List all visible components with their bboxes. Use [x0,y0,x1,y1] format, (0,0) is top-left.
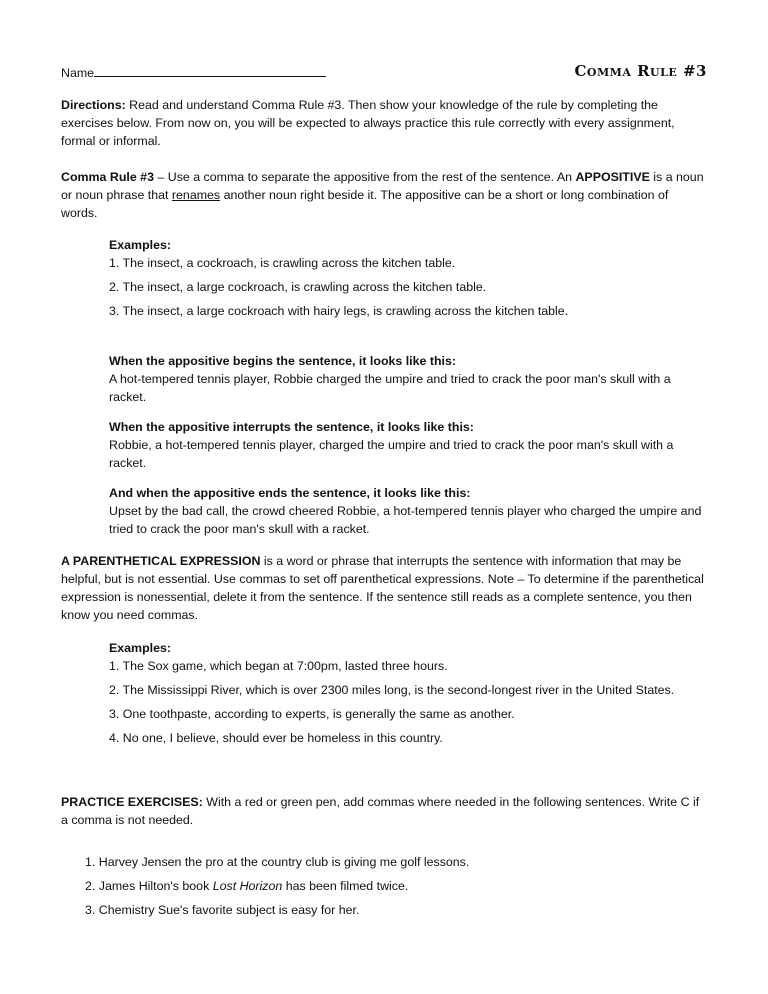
begins-text: A hot-tempered tennis player, Robbie charged the umpire and tried to crack the poor man's skull with a racket. [109,372,671,404]
practice-item-text: has been filmed twice. [282,879,409,893]
appositive-examples [109,236,707,320]
list-item: 1. The Sox game, which began at 7:00pm, lasted three hours. [109,659,448,673]
practice-list [85,853,707,919]
directions-paragraph [61,96,707,150]
parenthetical-text: is a word or phrase that interrupts the sentence with information that may be helpful, but is not essential. Use commas to set off parenthetical expressions. Note – To determine if the parenthetical expression is nonessential, delete it from the sentence. If the sentence still reads as a complete sentence, you then know you need commas. [61,554,704,622]
list-item: 4. No one, I believe, should ever be homeless in this country. [109,731,443,745]
list-item: 1. The insect, a cockroach, is crawling across the kitchen table. [109,256,456,270]
parenthetical-paragraph [61,552,707,624]
name-field [61,64,326,80]
list-item: 3. The insect, a large cockroach with hairy legs, is crawling across the kitchen table. [109,304,569,318]
practice-paragraph [61,793,707,829]
appositive-term: APPOSITIVE [575,170,650,184]
rule-text-a: – Use a comma to separate the appositive from the rest of the sentence. An [153,170,576,184]
book-title: Lost Horizon [212,879,283,893]
ends-example [109,484,707,538]
interrupts-example [109,418,707,472]
practice-item-text: 2. James Hilton's book [85,879,213,893]
list-item: 2. The Mississippi River, which is over 2300 miles long, is the second-longest river in the United States. [109,683,675,697]
list-item: 2. The insect, a large cockroach, is crawling across the kitchen table. [109,280,487,294]
examples-heading: Examples: [109,641,171,655]
practice-item: 3. Chemistry Sue's favorite subject is easy for her. [85,903,360,917]
examples-heading: Examples: [109,238,171,252]
directions-text: Read and understand Comma Rule #3. Then show your knowledge of the rule by completing the exercises below. From now on, you will be expected to always practice this rule correctly with every assignment, formal or informal. [61,98,675,148]
name-blank-line [94,64,326,77]
begins-heading: When the appositive begins the sentence, it looks like this: [109,354,457,368]
page-title: Comma Rule #3 [574,62,707,80]
practice-label: PRACTICE EXERCISES: [61,795,203,809]
practice-item: 1. Harvey Jensen the pro at the country club is giving me golf lessons. [85,855,470,869]
begins-example [109,352,707,406]
rule-paragraph [61,168,707,222]
worksheet-header [61,64,707,84]
interrupts-text: Robbie, a hot-tempered tennis player, charged the umpire and tried to crack the poor man's skull with a racket. [109,438,674,470]
directions-label: Directions: [61,98,126,112]
rule-text-b: is a noun or noun phrase that [61,170,704,202]
parenthetical-examples [109,639,707,747]
rule-text-c: another noun right beside it. The appositive can be a short or long combination of words. [61,188,669,220]
interrupts-heading: When the appositive interrupts the sentence, it looks like this: [109,420,474,434]
practice-text: With a red or green pen, add commas where needed in the following sentences. Write C if a comma is not needed. [61,795,700,827]
ends-text: Upset by the bad call, the crowd cheered Robbie, a hot-tempered tennis player who charged the umpire and tried to crack the poor man's skull with a racket. [109,504,702,536]
ends-heading: And when the appositive ends the sentence, it looks like this: [109,486,471,500]
practice-item [85,877,707,895]
parenthetical-label: A PARENTHETICAL EXPRESSION [61,554,261,568]
rule-label: Comma Rule #3 [61,170,154,184]
list-item: 3. One toothpaste, according to experts, is generally the same as another. [109,707,515,721]
name-label: Name [61,66,95,80]
renames-term: renames [171,188,221,202]
